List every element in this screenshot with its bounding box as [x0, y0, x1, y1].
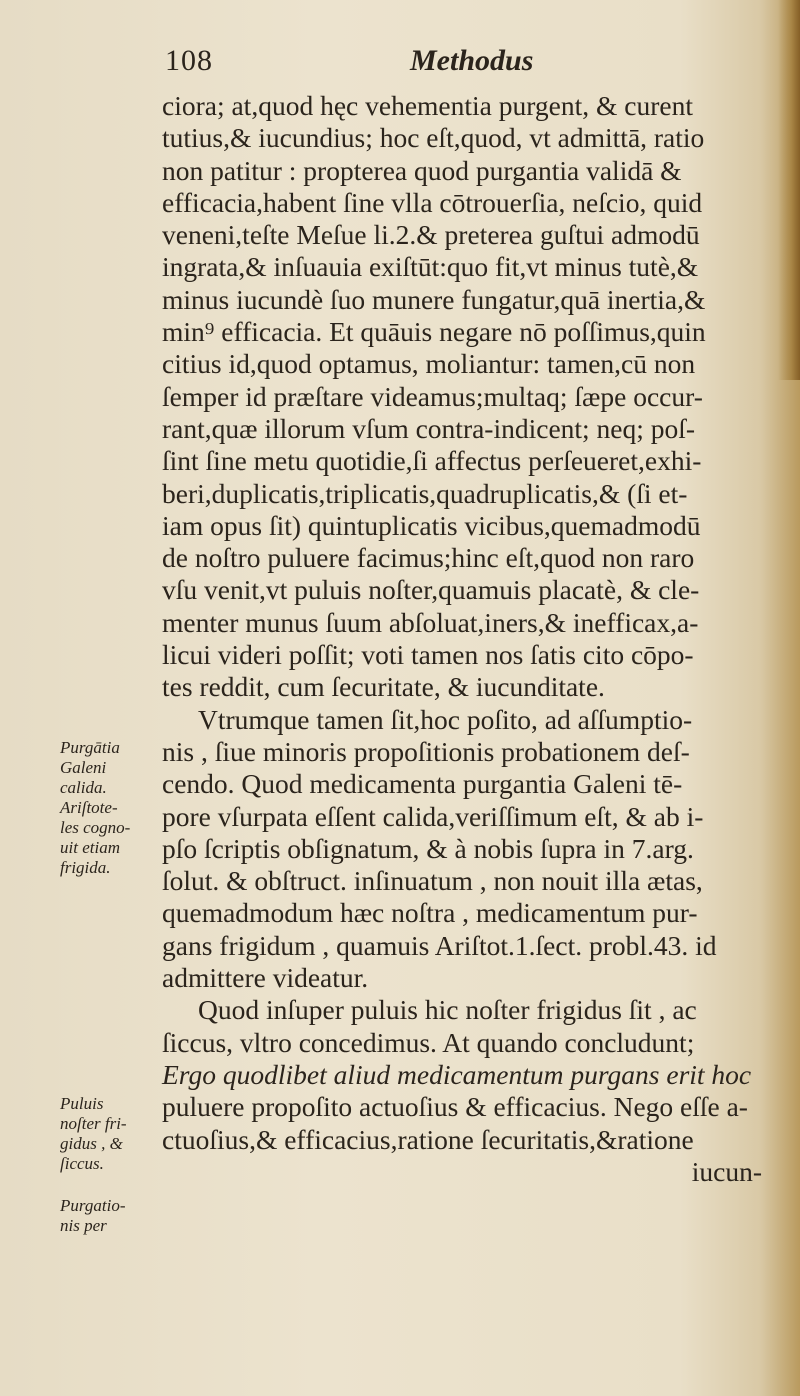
text-line: citius id,quod optamus, moliantur: tamen,cū non	[162, 348, 696, 380]
text-line: ciora; at,quod hęc vehementia purgent, & curent	[162, 90, 693, 121]
text-line: Vtrumque tamen ſit,hoc poſito, ad aſſumptio-	[198, 703, 693, 735]
text-line: licui videri poſſit; voti tamen nos ſatis cito cōpo-	[162, 639, 694, 671]
text-line: tes reddit, cum ſecuritate, & iucunditate.	[162, 671, 605, 703]
margin-note-line: calida.	[60, 778, 107, 797]
text-line: iam opus ſit) quintuplicatis vicibus,quemadmodū	[162, 509, 701, 541]
text-line: tutius,& iucundius; hoc eſt,quod, vt admittā, ratio	[162, 122, 705, 154]
margin-note	[60, 1094, 170, 1174]
text-line: rant,quæ illorum vſum contra-indicent; neq; poſ-	[162, 412, 696, 444]
body-text	[162, 90, 792, 1188]
text-line: cendo. Quod medicamenta purgantia Galeni tē-	[162, 768, 683, 800]
text-line: veneni,teſte Meſue li.2.& preterea guſtui admodū	[162, 219, 700, 251]
text-line: quemadmodum hæc noſtra , medicamentum pur-	[162, 897, 698, 929]
text-line: ſemper id præſtare videamus;multaq; ſæpe occur-	[162, 380, 703, 412]
margin-note-line: Purgātia	[60, 738, 120, 757]
margin-note-line: Puluis	[60, 1094, 104, 1113]
margin-note-line: Purgatio-	[60, 1196, 126, 1215]
text-line: ingrata,& inſuauia exiſtūt:quo fit,vt minus tutè,&	[162, 251, 699, 283]
margin-note	[60, 738, 170, 878]
text-line: pſo ſcriptis obſignatum, & à nobis ſupra in 7.arg.	[162, 832, 694, 864]
text-line: efficacia,habent ſine vlla cōtrouerſia, neſcio, quid	[162, 186, 703, 218]
text-line: beri,duplicatis,triplicatis,quadruplicatis,& (ſi et-	[162, 477, 688, 509]
text-line: menter munus ſuum abſoluat,iners,& inefficax,a-	[162, 606, 699, 638]
text-line: Quod inſuper puluis hic noſter frigidus ſit , ac	[198, 994, 697, 1026]
text-line: pore vſurpata eſſent calida,veriſſimum eſt, & ab i-	[162, 800, 704, 832]
text-line: admittere videatur.	[162, 962, 369, 994]
page-header	[0, 44, 800, 84]
text-line: ctuoſius,& efficacius,ratione ſecuritatis,&ratione	[162, 1123, 694, 1155]
margin-note-line: ſiccus.	[60, 1154, 104, 1173]
margin-note-line: noſter fri-	[60, 1114, 127, 1133]
margin-note-line: les cogno-	[60, 818, 131, 837]
text-line: ſolut. & obſtruct. inſinuatum , non nouit illa ætas,	[162, 865, 703, 897]
margin-note-line: nis per	[60, 1216, 107, 1235]
page-number: 108	[165, 44, 213, 77]
margin-note	[60, 1196, 170, 1236]
margin-note-line: uit etiam	[60, 838, 120, 857]
text-line: vſu venit,vt puluis noſter,quamuis placatè, & cle-	[162, 574, 700, 606]
text-line: puluere propoſito actuoſius & efficacius. Nego eſſe a-	[162, 1091, 748, 1123]
margin-note-line: Galeni	[60, 758, 107, 777]
margin-note-line: gidus , &	[60, 1134, 123, 1153]
margin-note-line: Ariſtote-	[60, 798, 118, 817]
text-line: ſiccus, vltro concedimus. At quando concludunt;	[162, 1026, 695, 1058]
margin-note-line: frigida.	[60, 858, 111, 877]
running-head: Methodus	[410, 44, 534, 77]
text-line: nis , ſiue minoris propoſitionis probationem deſ-	[162, 735, 690, 767]
text-line: Ergo quodlibet aliud medicamentum purgans erit hoc	[162, 1058, 752, 1090]
catchword: iucun-	[691, 1155, 762, 1187]
text-line: minus iucundè ſuo munere fungatur,quā inertia,&	[162, 283, 706, 315]
text-line: min⁹ efficacia. Et quāuis negare nō poſſimus,quin	[162, 316, 706, 348]
text-line: de noſtro puluere facimus;hinc eſt,quod non raro	[162, 542, 695, 574]
text-line: non patitur : propterea quod purgantia validā &	[162, 154, 682, 186]
text-line: gans frigidum , quamuis Ariſtot.1.ſect. probl.43. id	[162, 929, 717, 961]
text-line: ſint ſine metu quotidie,ſi affectus perſeueret,exhi-	[162, 445, 702, 477]
